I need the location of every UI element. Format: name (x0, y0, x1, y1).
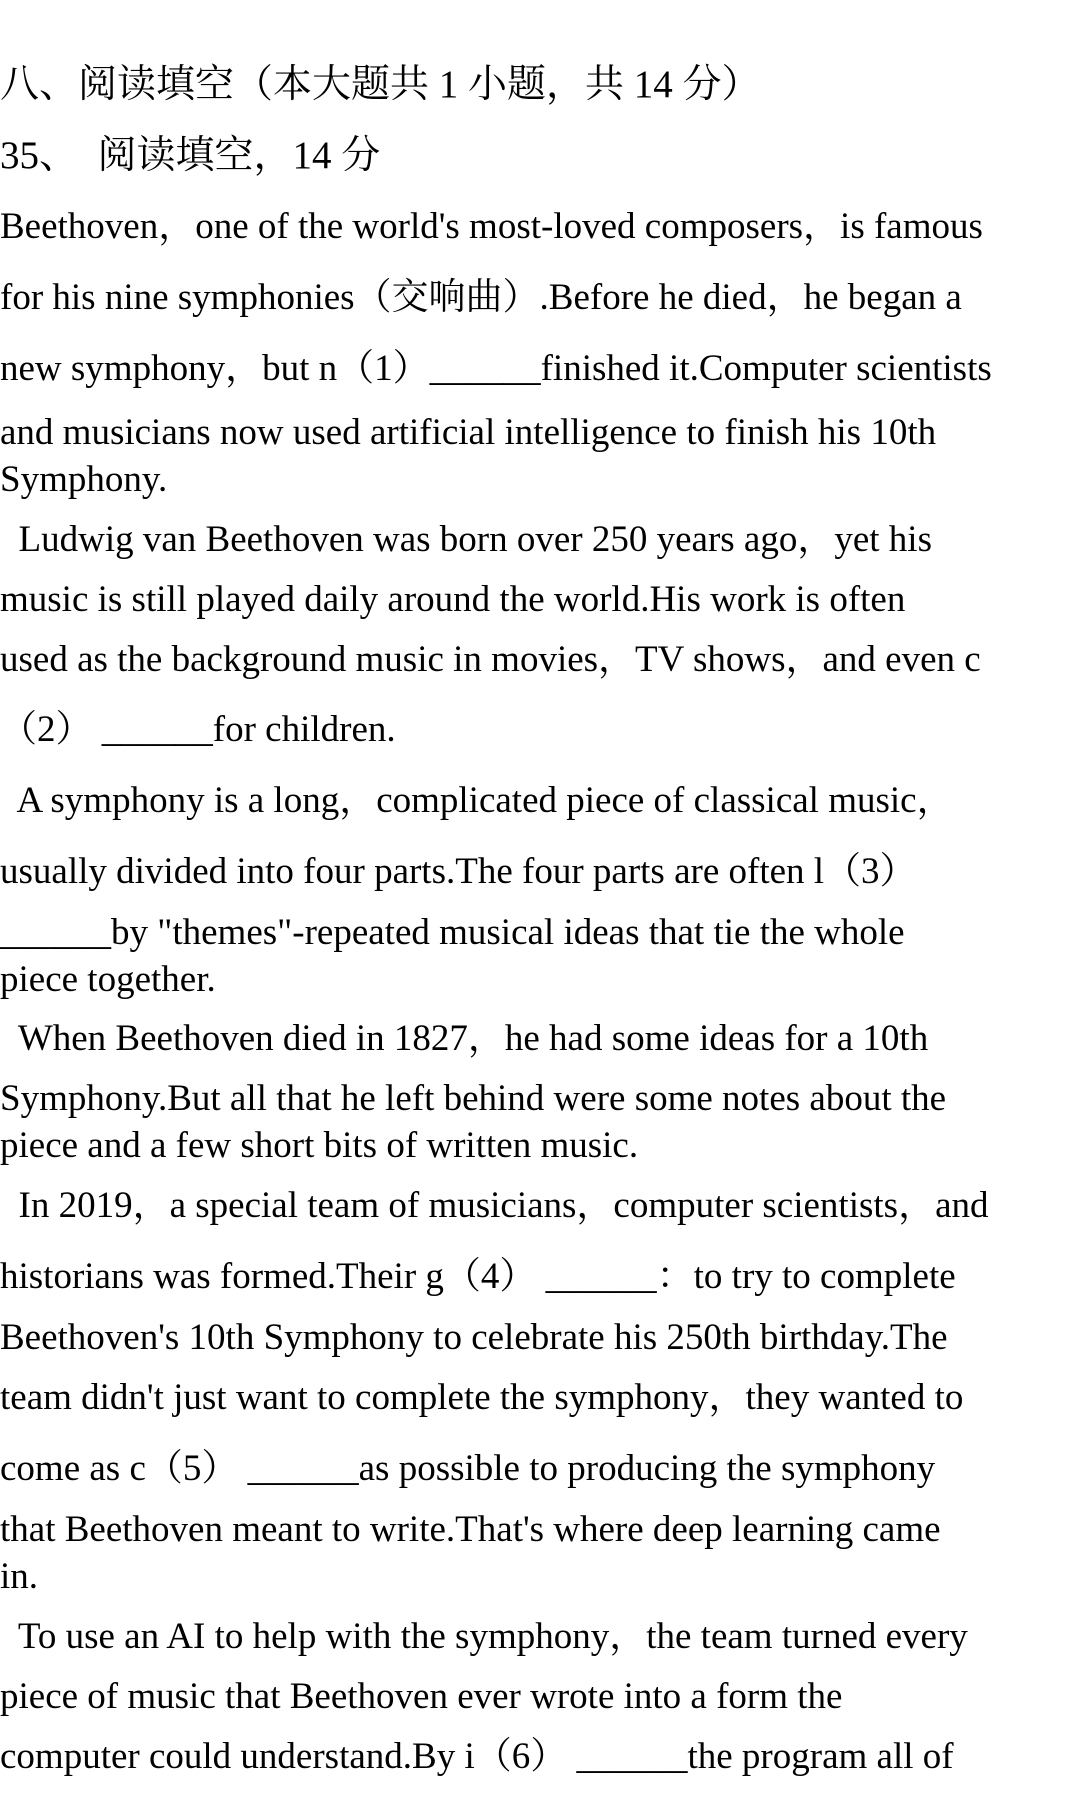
passage-line: and musicians now used artificial intelligence to finish his 10th (0, 412, 937, 453)
passage-line: computer could understand.By i（6） ______the program all of (0, 1736, 954, 1777)
passage-line: new symphony，but n（1）______finished it.Computer scientists (0, 348, 992, 389)
passage-line: piece of music that Beethoven ever wrote into a form the (0, 1676, 843, 1717)
question-header: 35、 阅读填空，14 分 (0, 134, 381, 177)
passage-line: piece and a few short bits of written music. (0, 1125, 639, 1166)
passage-line: A symphony is a long，complicated piece of classical music， (0, 780, 954, 821)
passage-line: used as the background music in movies，TV shows，and even c (0, 639, 981, 680)
passage-line: music is still played daily around the world.His work is often (0, 579, 906, 620)
passage-line: Beethoven，one of the world's most-loved composers，is famous (0, 206, 983, 247)
passage-line: In 2019，a special team of musicians，computer scientists，and (0, 1185, 989, 1226)
passage-line: Ludwig van Beethoven was born over 250 years ago，yet his (0, 519, 932, 560)
passage-line: come as c（5） ______as possible to producing the symphony (0, 1448, 936, 1489)
passage-line: Symphony. (0, 459, 168, 500)
section-title: 八、阅读填空（本大题共 1 小题，共 14 分） (0, 63, 761, 106)
passage-line: ______by "themes"-repeated musical ideas that tie the whole (0, 912, 905, 953)
passage-line: historians was formed.Their g（4） ______：to try to complete (0, 1256, 956, 1297)
passage-line: usually divided into four parts.The four parts are often l（3） (0, 851, 917, 892)
passage-line: that Beethoven meant to write.That's where deep learning came (0, 1509, 941, 1550)
passage-line: piece together. (0, 959, 216, 1000)
passage-line: for his nine symphonies（交响曲）.Before he died，he began a (0, 277, 962, 318)
passage-line: in. (0, 1556, 39, 1597)
passage-line: team didn't just want to complete the symphony，they wanted to (0, 1377, 964, 1418)
passage-line: When Beethoven died in 1827，he had some ideas for a 10th (0, 1018, 929, 1059)
passage-line: Beethoven's 10th Symphony to celebrate his 250th birthday.The (0, 1317, 948, 1358)
passage-line: （2） ______for children. (0, 709, 396, 750)
passage-line: To use an AI to help with the symphony，the team turned every (0, 1616, 968, 1657)
passage-line: Symphony.But all that he left behind were some notes about the (0, 1078, 947, 1119)
